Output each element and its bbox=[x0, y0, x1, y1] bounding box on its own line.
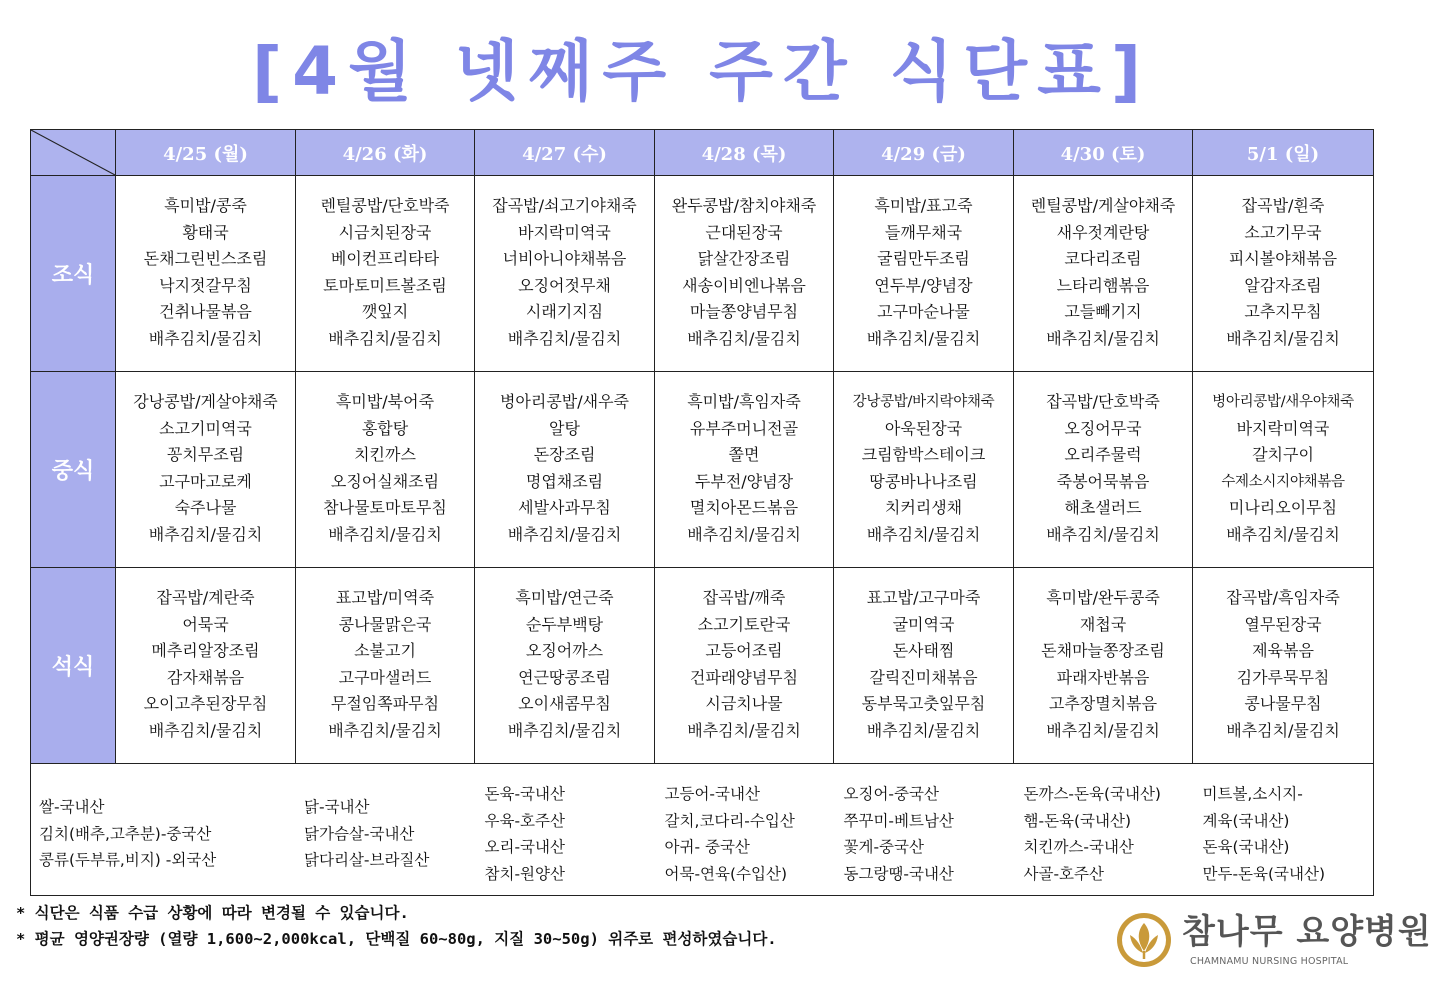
menu-item: 무절임쪽파무침 bbox=[330, 694, 440, 714]
menu-item: 잡곡밥/흑임자죽 bbox=[1226, 588, 1340, 607]
menu-item: 해초샐러드 bbox=[1064, 498, 1142, 518]
menu-item: 소고기미역국 bbox=[159, 418, 252, 438]
menu-item: 마늘쫑양념무침 bbox=[689, 302, 799, 322]
meal-row-lunch bbox=[31, 372, 1374, 568]
menu-item: 쫄면 bbox=[728, 445, 760, 465]
menu-item: 시금치나물 bbox=[705, 694, 783, 714]
menu-item: 고들빼기지 bbox=[1064, 302, 1142, 322]
origin-line: 김치(배추,고추분)-중국산 bbox=[39, 824, 212, 843]
origin-cell-left bbox=[31, 764, 475, 896]
footnotes bbox=[16, 900, 777, 952]
menu-item: 배추김치/물김치 bbox=[507, 524, 622, 544]
menu-item: 강낭콩밥/바지락야채죽 bbox=[852, 394, 995, 410]
menu-item: 바지락미역국 bbox=[518, 222, 611, 242]
menu-item: 배추김치/물김치 bbox=[507, 720, 622, 740]
menu-item: 건취나물볶음 bbox=[159, 302, 252, 322]
menu-cell bbox=[116, 176, 296, 372]
menu-cell bbox=[834, 568, 1014, 764]
menu-item: 배추김치/물김치 bbox=[1226, 720, 1340, 740]
menu-item: 배추김치/물김치 bbox=[687, 524, 801, 544]
day-header: 4/25 (월) bbox=[116, 130, 296, 176]
menu-cell bbox=[655, 372, 834, 568]
menu-item: 콩나물무침 bbox=[1244, 694, 1322, 714]
menu-item: 소고기무국 bbox=[1244, 222, 1322, 242]
menu-item: 배추김치/물김치 bbox=[328, 720, 442, 740]
menu-item: 배추김치/물김치 bbox=[866, 328, 981, 348]
origin-cell bbox=[834, 764, 1014, 896]
menu-item: 멸치아몬드볶음 bbox=[689, 498, 799, 518]
menu-cell bbox=[1193, 372, 1374, 568]
menu-item: 꽁치무조림 bbox=[166, 445, 245, 465]
hospital-english-name: CHAMNAMU NURSING HOSPITAL bbox=[1190, 956, 1349, 967]
menu-item: 흑미밥/표고죽 bbox=[874, 196, 973, 215]
menu-item: 병아리콩밥/새우죽 bbox=[499, 392, 630, 411]
menu-item: 동부묵고춧잎무침 bbox=[861, 694, 986, 714]
menu-item: 들깨무채국 bbox=[884, 222, 963, 242]
menu-item: 배추김치/물김치 bbox=[328, 328, 442, 348]
origin-line: 어묵-연육(수입산) bbox=[664, 864, 787, 883]
menu-cell bbox=[116, 372, 296, 568]
origin-line: 우육-호주산 bbox=[484, 811, 565, 830]
menu-item: 베이컨프리타타 bbox=[330, 249, 440, 269]
menu-item: 흑미밥/연근죽 bbox=[515, 588, 614, 607]
menu-item: 연근땅콩조림 bbox=[518, 667, 611, 687]
origin-row bbox=[31, 764, 1374, 896]
menu-item: 죽봉어묵볶음 bbox=[1056, 471, 1150, 491]
menu-item: 배추김치/물김치 bbox=[1046, 328, 1160, 348]
meal-label: 중식 bbox=[31, 372, 116, 568]
menu-item: 갈치구이 bbox=[1252, 445, 1314, 465]
day-header: 4/26 (화) bbox=[296, 130, 475, 176]
origin-line: 치킨까스-국내산 bbox=[1023, 838, 1134, 856]
hospital-logo bbox=[1112, 908, 1432, 974]
day-header: 4/30 (토) bbox=[1014, 130, 1193, 176]
menu-item: 잡곡밥/흰죽 bbox=[1241, 196, 1325, 215]
footnote: * 식단은 식품 수급 상황에 따라 변경될 수 있습니다. bbox=[16, 904, 409, 922]
menu-item: 고추지무침 bbox=[1244, 302, 1322, 322]
menu-item: 오징어실채조림 bbox=[330, 471, 440, 491]
menu-cell bbox=[296, 176, 475, 372]
day-header: 4/29 (금) bbox=[834, 130, 1014, 176]
diagonal-line bbox=[31, 130, 115, 175]
menu-item: 흑미밥/북어죽 bbox=[335, 392, 435, 411]
menu-item: 숙주나물 bbox=[174, 498, 237, 518]
menu-item: 돈채마늘쫑장조림 bbox=[1041, 641, 1165, 661]
meal-row-dinner bbox=[31, 568, 1374, 764]
origin-line: 오징어-중국산 bbox=[843, 785, 939, 803]
menu-item: 배추김치/물김치 bbox=[507, 328, 622, 348]
menu-cell bbox=[1014, 568, 1193, 764]
menu-item: 수제소시지야채볶음 bbox=[1221, 473, 1345, 490]
origin-line: 참치-원양산 bbox=[484, 864, 565, 883]
menu-item: 소불고기 bbox=[354, 641, 416, 661]
day-header-row bbox=[31, 130, 1374, 176]
menu-item: 표고밥/미역죽 bbox=[335, 588, 435, 607]
menu-item: 피시볼야채볶음 bbox=[1228, 249, 1338, 269]
menu-item: 소고기토란국 bbox=[697, 614, 791, 634]
menu-item: 강낭콩밥/게살야채죽 bbox=[133, 392, 278, 411]
menu-item: 배추김치/물김치 bbox=[866, 720, 981, 740]
menu-item: 배추김치/물김치 bbox=[328, 524, 442, 544]
menu-cell bbox=[296, 568, 475, 764]
oak-leaf-emblem-icon bbox=[1115, 911, 1173, 969]
menu-item: 돈장조림 bbox=[533, 445, 596, 465]
menu-item: 아욱된장국 bbox=[884, 418, 963, 438]
menu-item: 굴미역국 bbox=[892, 614, 955, 634]
menu-item: 치커리생채 bbox=[884, 498, 963, 518]
menu-item: 미나리오이무침 bbox=[1228, 498, 1338, 518]
menu-cell bbox=[475, 372, 655, 568]
origin-cell bbox=[1014, 764, 1193, 896]
origin-line: 꽃게-중국산 bbox=[843, 838, 924, 856]
origin-cell bbox=[1193, 764, 1374, 896]
menu-item: 알탕 bbox=[549, 418, 580, 438]
origin-line: 갈치,코다리-수입산 bbox=[664, 811, 795, 830]
menu-item: 배추김치/물김치 bbox=[1046, 524, 1160, 544]
menu-item: 깻잎지 bbox=[361, 302, 409, 322]
hospital-name: 참나무 요양병원 bbox=[1182, 912, 1432, 952]
menu-item: 굴림만두조림 bbox=[877, 249, 970, 269]
origin-line: 만두-돈육(국내산) bbox=[1202, 864, 1325, 883]
menu-item: 세발사과무침 bbox=[518, 498, 611, 518]
origin-line: 콩류(두부류,비지) -외국산 bbox=[39, 851, 217, 869]
origin-line: 닭가슴살-국내산 bbox=[304, 824, 415, 843]
menu-item: 유부주머니전골 bbox=[689, 418, 799, 438]
meal-row-breakfast bbox=[31, 176, 1374, 372]
menu-item: 오이고추된장무침 bbox=[143, 694, 268, 714]
footnote: * 평균 영양권장량 (열량 1,600~2,000kcal, 단백질 60~80g, 지질 30~50g) 위주로 편성하였습니다. bbox=[16, 930, 777, 948]
origin-cell bbox=[655, 764, 834, 896]
menu-item: 병아리콩밥/새우야채죽 bbox=[1212, 394, 1354, 410]
origin-line: 돈육(국내산) bbox=[1202, 838, 1290, 856]
menu-item: 감자채볶음 bbox=[166, 667, 245, 687]
menu-item: 흑미밥/완두콩죽 bbox=[1046, 588, 1160, 607]
menu-item: 오징어젓무채 bbox=[518, 275, 611, 295]
menu-item: 제육볶음 bbox=[1252, 641, 1314, 661]
menu-cell bbox=[1193, 176, 1374, 372]
menu-item: 새우젓계란탕 bbox=[1056, 222, 1150, 242]
menu-item: 잡곡밥/계란죽 bbox=[156, 588, 255, 607]
meal-label: 조식 bbox=[31, 176, 116, 372]
menu-item: 오이새콤무침 bbox=[518, 694, 611, 714]
menu-item: 배추김치/물김치 bbox=[148, 328, 263, 348]
menu-item: 배추김치/물김치 bbox=[148, 524, 263, 544]
day-header: 5/1 (일) bbox=[1193, 130, 1374, 176]
page-title: [4월 넷째주 주간 식단표] bbox=[252, 33, 1151, 110]
menu-item: 배추김치/물김치 bbox=[866, 524, 981, 544]
menu-item: 배추김치/물김치 bbox=[1226, 328, 1340, 348]
menu-item: 치킨까스 bbox=[354, 445, 416, 465]
menu-item: 어묵국 bbox=[182, 614, 229, 634]
menu-cell bbox=[475, 568, 655, 764]
menu-item: 고구마순나물 bbox=[877, 302, 970, 322]
menu-item: 너비아니야채볶음 bbox=[502, 249, 627, 269]
menu-item: 잡곡밥/단호박죽 bbox=[1046, 392, 1160, 411]
menu-item: 크림함박스테이크 bbox=[861, 445, 986, 465]
origin-line: 쌀-국내산 bbox=[39, 798, 105, 816]
origin-cell bbox=[475, 764, 655, 896]
menu-item: 흑미밥/콩죽 bbox=[164, 196, 247, 215]
menu-item: 파래자반볶음 bbox=[1056, 667, 1150, 687]
origin-line: 닭다리살-브라질산 bbox=[304, 851, 430, 869]
menu-item: 렌틸콩밥/단호박죽 bbox=[320, 196, 450, 215]
menu-cell bbox=[116, 568, 296, 764]
corner-cell bbox=[31, 130, 116, 176]
menu-item: 코다리조림 bbox=[1064, 249, 1142, 269]
origin-line: 아귀- 중국산 bbox=[664, 838, 750, 856]
menu-item: 바지락미역국 bbox=[1236, 418, 1330, 438]
menu-cell bbox=[655, 568, 834, 764]
menu-item: 갈릭진미채볶음 bbox=[869, 667, 978, 687]
menu-item: 토마토미트볼조림 bbox=[323, 275, 447, 295]
menu-item: 닭살간장조림 bbox=[697, 249, 791, 269]
menu-item: 근대된장국 bbox=[705, 222, 783, 242]
menu-item: 명엽채조림 bbox=[525, 471, 604, 491]
origin-line: 햄-돈육(국내산) bbox=[1023, 811, 1132, 830]
menu-item: 완두콩밥/참치야채죽 bbox=[671, 196, 817, 215]
menu-item: 재첩국 bbox=[1079, 614, 1127, 634]
menu-item: 알감자조림 bbox=[1244, 275, 1322, 295]
menu-item: 돈사태찜 bbox=[892, 641, 955, 661]
menu-item: 배추김치/물김치 bbox=[1046, 720, 1160, 740]
menu-item: 고추장멸치볶음 bbox=[1048, 694, 1158, 714]
menu-item: 시금치된장국 bbox=[338, 222, 432, 242]
menu-cell bbox=[834, 176, 1014, 372]
menu-item: 두부전/양념장 bbox=[694, 471, 794, 491]
menu-cell bbox=[475, 176, 655, 372]
menu-cell bbox=[834, 372, 1014, 568]
menu-item: 돈채그린빈스조림 bbox=[143, 249, 268, 269]
menu-item: 배추김치/물김치 bbox=[687, 328, 801, 348]
day-header: 4/27 (수) bbox=[475, 130, 655, 176]
menu-item: 표고밥/고구마죽 bbox=[866, 588, 981, 607]
origin-line: 사골-호주산 bbox=[1023, 864, 1104, 883]
origin-line: 동그랑땡-국내산 bbox=[843, 864, 954, 883]
menu-item: 콩나물맑은국 bbox=[338, 614, 432, 634]
menu-item: 고등어조림 bbox=[705, 641, 783, 661]
origin-line: 오리-국내산 bbox=[484, 838, 565, 856]
menu-cell bbox=[296, 372, 475, 568]
menu-item: 렌틸콩밥/게살야채죽 bbox=[1030, 196, 1176, 215]
menu-item: 연두부/양념장 bbox=[874, 275, 973, 295]
origin-line: 쭈꾸미-베트남산 bbox=[843, 811, 954, 830]
menu-item: 배추김치/물김치 bbox=[687, 720, 801, 740]
menu-cell bbox=[1014, 372, 1193, 568]
menu-cell bbox=[1014, 176, 1193, 372]
menu-item: 새송이비엔나볶음 bbox=[682, 275, 806, 295]
origin-line: 돈육-국내산 bbox=[484, 785, 565, 803]
menu-item: 건파래양념무침 bbox=[689, 667, 799, 687]
menu-item: 고구마샐러드 bbox=[338, 667, 432, 687]
menu-item: 김가루묵무침 bbox=[1236, 667, 1330, 687]
origin-line: 계육(국내산) bbox=[1202, 811, 1290, 830]
menu-item: 오리주물럭 bbox=[1064, 445, 1142, 465]
menu-item: 배추김치/물김치 bbox=[1226, 524, 1340, 544]
menu-item: 느타리햄볶음 bbox=[1056, 275, 1150, 295]
menu-item: 고구마고로케 bbox=[159, 471, 252, 491]
menu-item: 순두부백탕 bbox=[525, 614, 604, 634]
origin-line: 돈까스-돈육(국내산) bbox=[1023, 785, 1161, 803]
menu-item: 열무된장국 bbox=[1244, 614, 1322, 634]
origin-line: 닭-국내산 bbox=[304, 798, 370, 816]
menu-item: 배추김치/물김치 bbox=[148, 720, 263, 740]
meal-label: 석식 bbox=[31, 568, 116, 764]
menu-item: 땅콩바나나조림 bbox=[869, 471, 978, 491]
menu-item: 잡곡밥/쇠고기야채죽 bbox=[492, 196, 637, 215]
weekly-menu-table bbox=[30, 129, 1374, 896]
menu-item: 시래기지짐 bbox=[525, 302, 604, 322]
menu-item: 홍합탕 bbox=[361, 418, 409, 438]
menu-item: 메추리알장조림 bbox=[151, 641, 260, 661]
day-header: 4/28 (목) bbox=[655, 130, 834, 176]
menu-item: 참나물토마토무침 bbox=[323, 498, 447, 518]
origin-line: 미트볼,소시지- bbox=[1202, 785, 1303, 803]
menu-item: 낙지젓갈무침 bbox=[159, 275, 252, 295]
menu-cell bbox=[1193, 568, 1374, 764]
menu-item: 황태국 bbox=[182, 222, 229, 242]
menu-item: 잡곡밥/깨죽 bbox=[702, 588, 786, 607]
menu-item: 오징어무국 bbox=[1064, 418, 1142, 438]
menu-item: 오징어까스 bbox=[525, 641, 604, 661]
origin-line: 고등어-국내산 bbox=[664, 785, 760, 803]
menu-cell bbox=[655, 176, 834, 372]
menu-item: 흑미밥/흑임자죽 bbox=[687, 392, 801, 411]
